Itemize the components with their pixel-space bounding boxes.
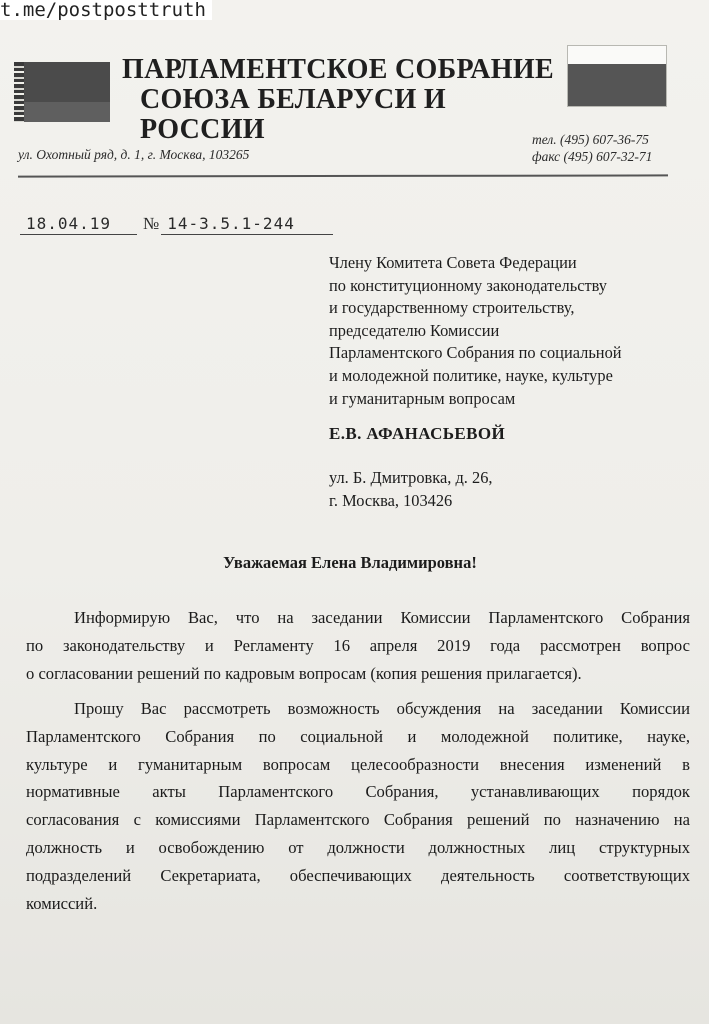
org-title-line2: СОЮЗА БЕЛАРУСИ И РОССИИ xyxy=(140,84,446,145)
body-line: Парламентского Собрания по социальной и молодежной политике, науке, xyxy=(26,726,690,746)
paragraph-1 xyxy=(26,604,690,688)
recipient-address-line: г. Москва, 103426 xyxy=(329,490,453,510)
document-number: 14-3.5.1-244 xyxy=(161,214,333,235)
body-line: должность и освобождению от должности должностных лиц структурных xyxy=(26,838,690,858)
russia-flag-emblem xyxy=(567,45,667,107)
recipient-address xyxy=(329,467,492,512)
salutation: Уважаемая Елена Владимировна! xyxy=(223,553,477,572)
letter-body xyxy=(26,604,690,918)
body-line: о согласовании решений по кадровым вопросам (копия решения прилагается). xyxy=(26,663,582,683)
addressee-line: Члену Комитета Совета Федерации xyxy=(329,253,577,272)
body-line: культуре и гуманитарным вопросам целесообразности внесения изменений в xyxy=(26,754,690,774)
addressee-line: председателю Комиссии xyxy=(329,320,500,340)
recipient-name: Е.В. АФАНАСЬЕВОЙ xyxy=(329,424,506,443)
body-line: по законодательству и Регламенту 16 апреля 2019 года рассмотрен вопрос xyxy=(26,635,690,655)
document-date: 18.04.19 xyxy=(20,214,137,235)
addressee-block xyxy=(329,252,689,410)
addressee-line: и гуманитарным вопросам xyxy=(329,388,516,408)
org-title-line1: ПАРЛАМЕНТСКОЕ СОБРАНИЕ xyxy=(122,54,554,85)
header-divider xyxy=(18,174,668,177)
body-line: Информирую Вас, что на заседании Комиссии Парламентского Собрания xyxy=(74,608,690,627)
body-line: согласования с комиссиями Парламентского Собрания решений по назначению на xyxy=(26,810,690,830)
addressee-line: и государственному строительству, xyxy=(329,298,575,318)
registration-line xyxy=(20,214,333,235)
addressee-line: и молодежной политике, науке, культуре xyxy=(329,365,613,385)
addressee-line: по конституционному законодательству xyxy=(329,275,608,295)
belarus-flag-emblem xyxy=(14,62,110,122)
fax-number: факс (495) 607-32-71 xyxy=(532,149,653,164)
flag-ornament xyxy=(14,62,24,122)
body-line: нормативные акты Парламентского Собрания, устанавливающих порядок xyxy=(26,782,690,802)
body-line: комиссий. xyxy=(26,894,98,914)
body-line: подразделений Секретариата, обеспечивающих деятельность соответствующих xyxy=(26,866,690,886)
addressee-line: Парламентского Собрания по социальной xyxy=(329,343,622,363)
body-line: Прошу Вас рассмотреть возможность обсуждения на заседании Комиссии xyxy=(74,698,690,718)
sender-contacts xyxy=(532,131,652,165)
number-label: № xyxy=(143,214,160,233)
watermark-text: t.me/postposttruth xyxy=(0,0,212,20)
phone-number: тел. (495) 607-36-75 xyxy=(532,132,649,147)
paragraph-2 xyxy=(26,695,690,918)
sender-address: ул. Охотный ряд, д. 1, г. Москва, 103265 xyxy=(18,147,250,162)
recipient-address-line: ул. Б. Дмитровка, д. 26, xyxy=(329,468,493,487)
organization-title xyxy=(122,55,562,145)
